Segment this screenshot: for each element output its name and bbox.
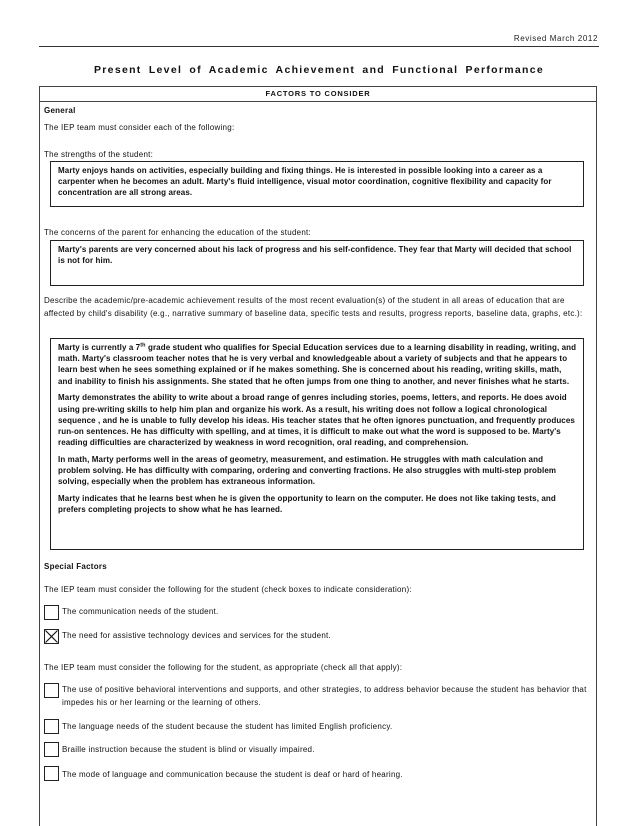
concerns-text: Marty's parents are very concerned about his lack of progress and his self-confidence. They fear that Marty will decided that school is not for him.	[58, 245, 572, 266]
top-rule	[39, 46, 599, 47]
results-label: Describe the academic/pre-academic achievement results of the most recent evaluation(s) of the student in all areas of education that are affected by child's disability (e.g., narrative summary of baseline data, specific tests and results, progress reports, baseline data, graphs, etc.):	[44, 296, 583, 318]
strengths-text: Marty enjoys hands on activities, especially building and fixing things. He is interested in possible looking into a career as a carpenter when he becomes an adult. Marty's fluid intelligence, visual motor coordination, cognitive flexibility and capacity for concentration are all strong areas.	[58, 166, 552, 198]
results-p1-sup: th	[140, 342, 146, 349]
label-communication: The communication needs of the student.	[62, 607, 219, 616]
label-braille: Braille instruction because the student is blind or visually impaired.	[62, 745, 315, 754]
results-paragraph-3: In math, Marty performs well in the areas of geometry, measurement, and estimation. He struggles with math calculation and problem solving. He has difficulty with comparing, ordering and converting fractions. He also struggles with multi-step problem solving, especially when the problem has extraneous information.	[58, 454, 557, 487]
checkmark-x-icon	[45, 630, 58, 643]
special-intro-1: The IEP team must consider the following for the student (check boxes to indicate consideration):	[44, 585, 412, 594]
checkbox-behavior[interactable]	[44, 683, 59, 698]
concerns-box[interactable]	[50, 240, 584, 286]
label-language: The language needs of the student because the student has limited English proficiency.	[62, 722, 393, 731]
checkbox-communication[interactable]	[44, 605, 59, 620]
results-box[interactable]	[50, 338, 584, 550]
revised-date: Revised March 2012	[513, 34, 598, 43]
strengths-label: The strengths of the student:	[44, 150, 154, 159]
results-paragraph-2: Marty demonstrates the ability to write about a broad range of genres including stories, poems, letters, and reports. He does avoid using pre-writing skills to help him plan and organize his work. As a result, his writing does not follow a logical chronological sequence , and he is unable to fully develop his ideas. His teacher states that he often ignores punctuation, and frequently produces run-on sentences. He has difficulty with spelling, and at times, it is difficult to make out what the word is supposed to be. Marty's reading difficulties are characterized by weakness in word recognition, oral reading, and comprehension.	[58, 393, 575, 448]
general-heading: General	[44, 106, 76, 115]
factors-header: FACTORS TO CONSIDER	[40, 87, 596, 102]
label-behavior: The use of positive behavioral interventions and supports, and other strategies, to address behavior because the student has behavior that impedes his or her learning or the learning of others.	[62, 685, 587, 707]
checkbox-deaf-communication[interactable]	[44, 766, 59, 781]
concerns-label: The concerns of the parent for enhancing the education of the student:	[44, 228, 312, 237]
results-paragraph-4: Marty indicates that he learns best when he is given the opportunity to learn on the computer. He does not like taking tests, and prefers completing projects to show what he has learned.	[58, 493, 556, 515]
general-intro: The IEP team must consider each of the following:	[44, 123, 235, 132]
strengths-box[interactable]	[50, 161, 584, 207]
checkbox-assistive-technology[interactable]	[44, 629, 59, 644]
label-assistive-technology: The need for assistive technology devices and services for the student.	[62, 631, 331, 640]
special-factors-heading: Special Factors	[44, 562, 107, 571]
checkbox-braille[interactable]	[44, 742, 59, 757]
special-intro-2: The IEP team must consider the following for the student, as appropriate (check all that apply):	[44, 663, 403, 672]
label-deaf-communication: The mode of language and communication because the student is deaf or hard of hearing.	[62, 770, 403, 779]
checkbox-language[interactable]	[44, 719, 59, 734]
document-title: Present Level of Academic Achievement and Functional Performance	[93, 64, 545, 76]
results-paragraph-1	[58, 342, 577, 387]
results-p1-post: grade student who qualifies for Special Education services due to a learning disability in reading, writing, and math. Marty's classroom teacher notes that he is very verbal and knowledgeable about a variety of subjects and that he appears to learn best when he sees something explained or if he makes something. She is concerned about his reading, writing skills, math, and inability to finish his assignments. She stated that he often jumps from one thing to another, and never finishes what he starts.	[58, 343, 577, 386]
factors-frame	[39, 86, 597, 826]
results-p1-pre: Marty is currently a 7	[58, 343, 141, 352]
